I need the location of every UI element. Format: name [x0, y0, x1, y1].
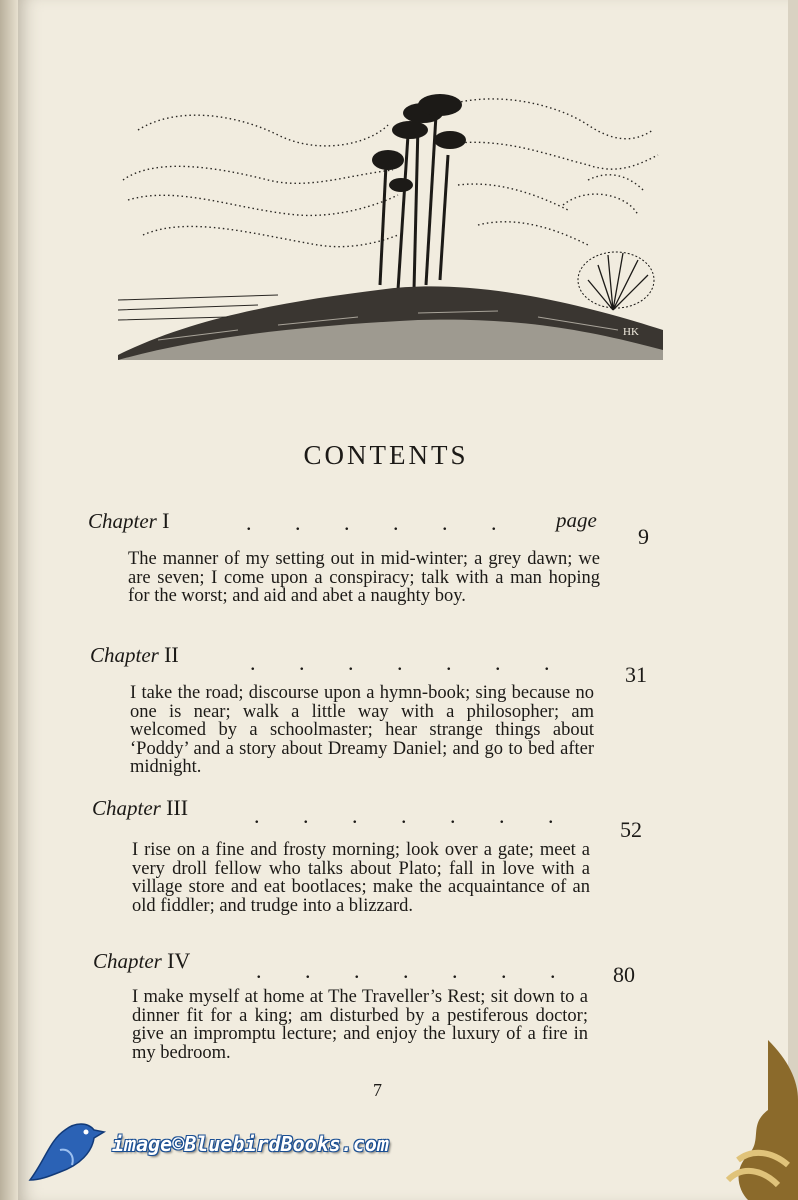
leader-dots: . . . . . .	[246, 510, 497, 535]
book-spine-shadow	[0, 0, 18, 1200]
chapter-label: Chapter IV	[93, 948, 191, 973]
bluebird-logo-icon	[20, 1110, 110, 1185]
chapter-entry[interactable]	[18, 508, 718, 607]
folio-page-number: 7	[373, 1080, 382, 1100]
chapter-roman: III	[166, 795, 189, 820]
chapter-label: Chapter I	[88, 508, 170, 533]
chapter-roman: I	[162, 508, 170, 533]
chapter-page-number: 9	[638, 524, 649, 549]
contents-title: CONTENTS	[303, 440, 469, 470]
chapter-entry[interactable]	[18, 795, 718, 916]
watermark-text: image©BluebirdBooks.com	[112, 1132, 389, 1156]
chapter-page-number: 80	[613, 962, 635, 987]
chapter-entry[interactable]	[18, 948, 718, 1063]
book-page	[18, 0, 788, 1200]
watermark	[20, 1110, 440, 1185]
brass-page-holder	[708, 1040, 798, 1200]
chapter-summary: I make myself at home at The Traveller’s Rest; sit down to a dinner fit for a king; am disturbed by a pestiferous doctor; give an impromptu lecture; and enjoy the luxury of a fire in my bedroom.	[132, 987, 588, 1063]
leader-dots: . . . . . . .	[250, 650, 550, 675]
leader-dots: . . . . . . .	[254, 803, 554, 828]
landscape-illustration	[118, 85, 663, 360]
chapter-summary: I take the road; discourse upon a hymn-book; sing because no one is near; walk a little way with a philosopher; am welcomed by a schoolmaster; hear strange things about ‘Poddy’ and a story about Dreamy Daniel; and go to bed after midnight.	[130, 683, 594, 778]
chapter-roman: IV	[167, 948, 191, 973]
leader-dots: . . . . . . .	[256, 958, 556, 983]
chapter-page-number: 52	[620, 817, 642, 842]
chapter-label: Chapter III	[92, 795, 189, 820]
chapter-summary: I rise on a fine and frosty morning; look over a gate; meet a very droll fellow who talks about Plato; fall in love with a village store and eat bootlaces; make the acquaintance of an old fiddler; and trudge into a blizzard.	[132, 840, 590, 916]
chapter-roman: II	[164, 642, 179, 667]
chapter-page-number: 31	[625, 662, 647, 687]
illustration-initials: HK	[623, 326, 639, 338]
page-word: page	[556, 508, 597, 532]
chapter-label: Chapter II	[90, 642, 179, 667]
chapter-entry[interactable]	[18, 642, 718, 778]
chapter-summary: The manner of my setting out in mid-winter; a grey dawn; we are seven; I come upon a conspiracy; talk with a man hoping for the worst; and aid and abet a naughty boy.	[128, 549, 600, 607]
